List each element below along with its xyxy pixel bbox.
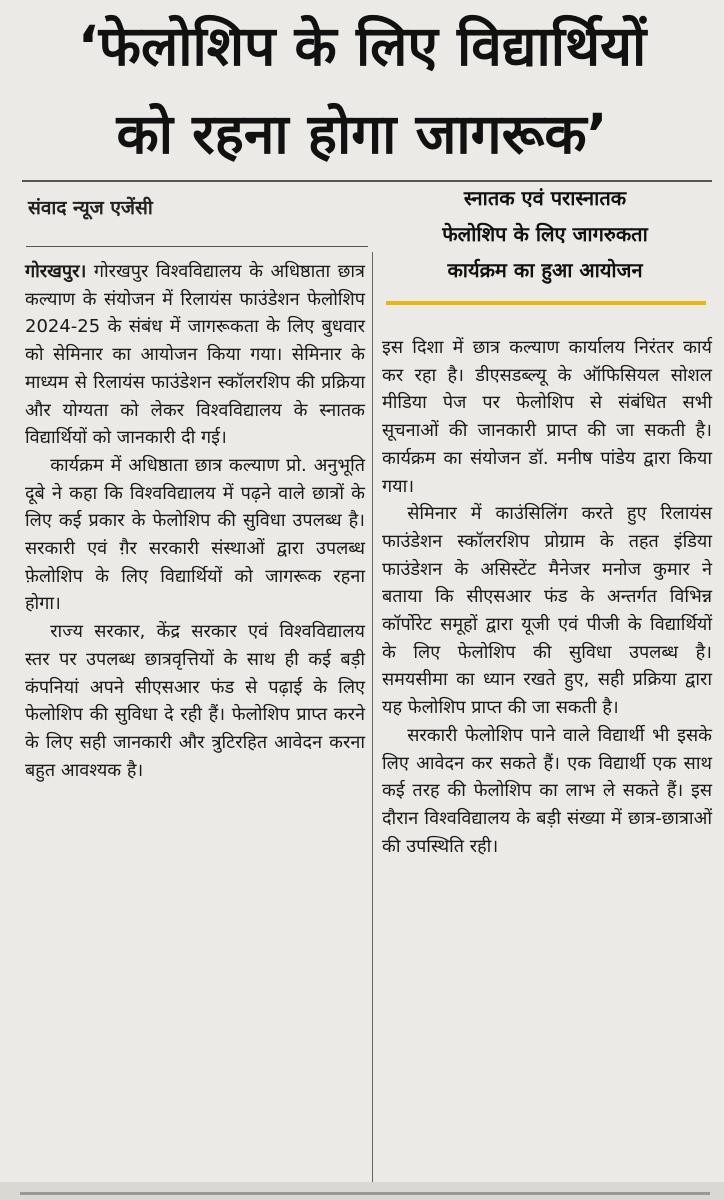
byline: संवाद न्यूज एजेंसी [28, 197, 153, 219]
article-column-2 [382, 334, 712, 860]
article-paragraph: कार्यक्रम में अधिष्ठाता छात्र कल्याण प्रो. अनुभूति दूबे ने कहा कि विश्वविद्यालय में पढ़ने वाले छात्रों के लिए कई प्रकार के फेलोशिप की सुविधा उपलब्ध है। सरकारी एवं ग़ैर सरकारी संस्थाओं द्वारा उपलब्ध फ़ेलोशिप के लिए विद्यार्थियों को जागरूक रहना होगा। [25, 454, 365, 615]
article-paragraph: सरकारी फेलोशिप पाने वाले विद्यार्थी भी इसके लिए आवेदन कर सकते हैं। एक विद्यार्थी एक साथ कई तरह की फेलोशिप का लाभ ले सकते हैं। इस दौरान विश्वविद्यालय के बड़ी संख्या में छात्र-छात्राओं की उपस्थिति रही। [382, 724, 712, 857]
headline-line-2: को रहना होगा जागरूक’ [116, 102, 608, 166]
byline-rule [26, 246, 368, 247]
paragraph-text: गोरखपुर विश्वविद्यालय के अधिष्ठाता छात्र कल्याण के संयोजन में रिलायंस फाउंडेशन फेलोशिप 2024-25 के संबंध में जागरूकता के लिए बुधवार को सेमिनार का आयोजन किया गया। सेमिनार के माध्यम से रिलायंस फाउंडेशन स्कॉलरशिप की प्रक्रिया और योग्यता को लेकर विश्वविद्यालय के स्नातक विद्यार्थियों को जानकारी दी गई। [25, 261, 365, 449]
article-column-1 [25, 258, 365, 784]
subheadline-line-1: स्नातक एवं परास्नातक [463, 186, 627, 210]
column-divider [372, 252, 373, 1182]
subheadline-line-3: कार्यक्रम का हुआ आयोजन [447, 258, 643, 282]
headline [8, 2, 716, 178]
bottom-cut-edge [0, 1182, 724, 1200]
subheadline-line-2: फेलोशिप के लिए जागरुकता [442, 222, 648, 246]
subheadline [382, 180, 708, 288]
dateline: गोरखपुर। [25, 261, 87, 282]
article-paragraph: सेमिनार में काउंसिलिंग करते हुए रिलायंस फाउंडेशन स्कॉलरशिप प्रोग्राम के तहत इंडिया फाउंडेशन के असिस्टेंट मैनेजर मनोज कुमार ने बताया कि सीएसआर फंड के अन्तर्गत विभिन्न कॉर्पोरेट समूहों द्वारा यूजी एवं पीजी के विद्यार्थियों के लिए फेलोशिप की सुविधा उपलब्ध है। समयसीमा का ध्यान रखते हुए, सही प्रक्रिया द्वारा यह फेलोशिप प्राप्त की जा सकती है। [382, 503, 712, 719]
subheadline-accent-bar [386, 301, 706, 305]
article-paragraph [25, 258, 365, 452]
article-paragraph: इस दिशा में छात्र कल्याण कार्यालय निरंतर कार्य कर रहा है। डीएसडब्ल्यू के ऑफिसियल सोशल मीडिया पेज पर फेलोशिप से संबंधित सभी सूचनाओं की जानकारी प्राप्त की जा सकती है। कार्यक्रम का संयोजन डॉ. मनीष पांडेय द्वारा किया गया। [382, 337, 712, 497]
article-paragraph: राज्य सरकार, केंद्र सरकार एवं विश्वविद्यालय स्तर पर उपलब्ध छात्रवृत्तियों के साथ ही कई बड़ी कंपनियां अपने सीएसआर फंड से पढ़ाई के लिए फेलोशिप की सुविधा दे रही हैं। फेलोशिप प्राप्त करने के लिए सही जानकारी और त्रुटिरहित आवेदन करना बहुत आवश्यक है। [25, 621, 365, 781]
headline-line-1: ‘फेलोशिप के लिए विद्यार्थियों [77, 14, 647, 78]
